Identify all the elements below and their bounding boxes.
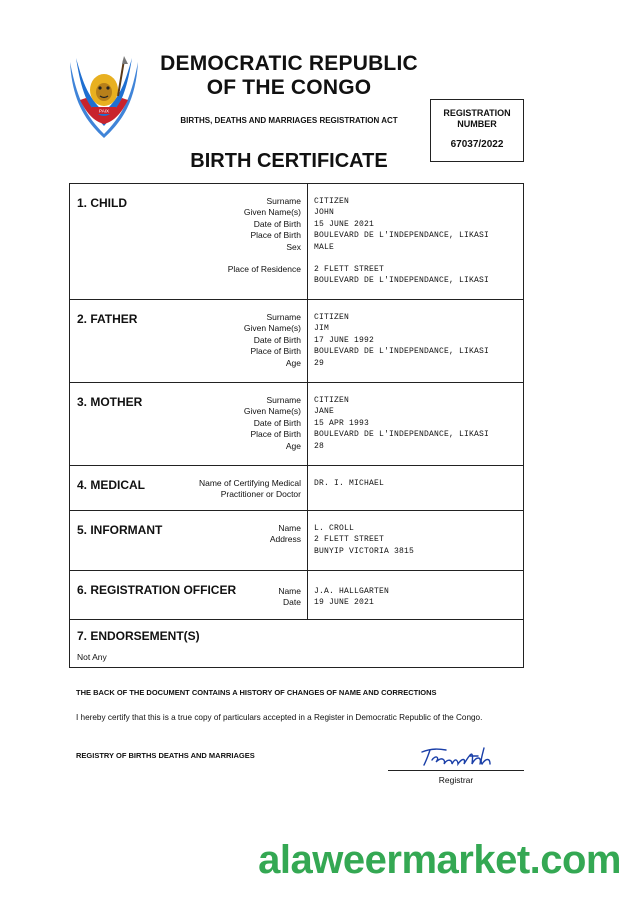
- section-title: 7. ENDORSEMENT(S): [77, 629, 200, 643]
- endorsement-value: Not Any: [77, 652, 107, 662]
- section-endorsements: [70, 620, 523, 667]
- country-line-1: DEMOCRATIC REPUBLIC: [160, 52, 418, 75]
- label-date-of-birth: Date of Birth: [253, 417, 301, 428]
- label-date-of-birth: Date of Birth: [253, 218, 301, 229]
- section-title: 3. MOTHER: [77, 395, 143, 409]
- label-place-of-residence: Place of Residence: [227, 264, 301, 275]
- label-given-names: Given Name(s): [243, 406, 301, 417]
- signature-line: [388, 770, 524, 771]
- section-title: 5. INFORMANT: [77, 523, 163, 537]
- value-place-of-birth: BOULEVARD DE L'INDEPENDANCE, LIKASI: [314, 231, 490, 241]
- coat-of-arms-emblem: [66, 52, 142, 138]
- value-address-line-1: 2 FLETT STREET: [314, 535, 385, 545]
- section-registration-officer: [70, 571, 523, 620]
- value-place-of-birth: BOULEVARD DE L'INDEPENDANCE, LIKASI: [314, 430, 490, 440]
- value-date-of-birth: 15 JUNE 2021: [314, 219, 375, 229]
- label-sex: Sex: [286, 241, 301, 252]
- label-place-of-birth: Place of Birth: [250, 230, 301, 241]
- section-father: [70, 300, 523, 383]
- registration-act: BIRTHS, DEATHS AND MARRIAGES REGISTRATION ACT: [180, 116, 398, 125]
- value-age: 29: [314, 358, 325, 368]
- value-name: J.A. HALLGARTEN: [314, 587, 390, 596]
- label-date-of-birth: Date of Birth: [253, 334, 301, 345]
- section-child: [70, 184, 523, 300]
- field-values: [308, 300, 523, 382]
- label-date: Date: [283, 597, 301, 608]
- country-line-2: OF THE CONGO: [206, 76, 372, 99]
- value-practitioner: DR. I. MICHAEL: [314, 479, 385, 488]
- registration-label-line-2: NUMBER: [457, 119, 497, 129]
- value-date: 19 JUNE 2021: [314, 598, 375, 608]
- label-surname: Surname: [266, 312, 301, 322]
- registration-number-box: [430, 99, 524, 162]
- value-residence-line-1: 2 FLETT STREET: [314, 265, 385, 275]
- value-address-line-2: BUNYIP VICTORIA 3815: [314, 546, 415, 556]
- label-name: Name: [278, 523, 301, 533]
- value-date-of-birth: 17 JUNE 1992: [314, 335, 375, 345]
- label-age: Age: [285, 357, 301, 368]
- label-certifying-practitioner-1: Name of Certifying Medical: [198, 478, 301, 488]
- value-surname: CITIZEN: [314, 313, 350, 322]
- label-given-names: Given Name(s): [243, 207, 301, 218]
- registry-name: REGISTRY OF BIRTHS DEATHS AND MARRIAGES: [76, 751, 255, 760]
- label-name: Name: [278, 586, 301, 596]
- label-surname: Surname: [266, 196, 301, 206]
- registrar-label: Registrar: [438, 775, 474, 785]
- value-name: L. CROLL: [314, 524, 355, 533]
- value-surname: CITIZEN: [314, 396, 350, 405]
- field-values: [308, 184, 523, 299]
- document-title: BIRTH CERTIFICATE: [190, 150, 388, 172]
- value-sex: MALE: [314, 242, 335, 252]
- value-surname: CITIZEN: [314, 197, 350, 206]
- value-residence-line-2: BOULEVARD DE L'INDEPENDANCE, LIKASI: [314, 276, 490, 286]
- section-title: 2. FATHER: [77, 312, 138, 326]
- section-mother: [70, 383, 523, 466]
- value-given-names: JIM: [314, 324, 330, 334]
- value-age: 28: [314, 441, 325, 451]
- section-title: 6. REGISTRATION OFFICER: [77, 583, 237, 597]
- label-age: Age: [285, 440, 301, 451]
- records-table: [69, 183, 524, 668]
- certification-statement: I hereby certify that this is a true copy of particulars accepted in a Register in Democratic Republic of the Congo.: [76, 713, 483, 722]
- label-given-names: Given Name(s): [243, 323, 301, 334]
- registration-number: 67037/2022: [450, 139, 504, 150]
- registrar-signature: [418, 744, 498, 768]
- section-title: 1. CHILD: [77, 196, 128, 210]
- label-place-of-birth: Place of Birth: [250, 346, 301, 357]
- section-title: 4. MEDICAL: [77, 478, 146, 492]
- section-medical: [70, 466, 523, 511]
- registration-label: [431, 108, 523, 130]
- registration-label-line-1: REGISTRATION: [443, 108, 511, 118]
- label-address: Address: [269, 534, 301, 545]
- label-surname: Surname: [266, 395, 301, 405]
- section-informant: [70, 511, 523, 571]
- watermark: alaweermarket.com: [258, 838, 621, 882]
- back-of-document-note: THE BACK OF THE DOCUMENT CONTAINS A HISTORY OF CHANGES OF NAME AND CORRECTIONS: [76, 688, 437, 697]
- field-values: [308, 466, 523, 510]
- label-certifying-practitioner-2: Practitioner or Doctor: [220, 489, 301, 500]
- field-values: [308, 383, 523, 465]
- value-given-names: JANE: [314, 407, 335, 417]
- value-given-names: JOHN: [314, 208, 335, 218]
- field-values: [308, 511, 523, 570]
- country-name: [150, 52, 428, 100]
- value-date-of-birth: 15 APR 1993: [314, 418, 370, 428]
- value-place-of-birth: BOULEVARD DE L'INDEPENDANCE, LIKASI: [314, 347, 490, 357]
- field-values: [308, 571, 523, 619]
- emblem-motto: PAIX: [99, 108, 109, 114]
- label-place-of-birth: Place of Birth: [250, 429, 301, 440]
